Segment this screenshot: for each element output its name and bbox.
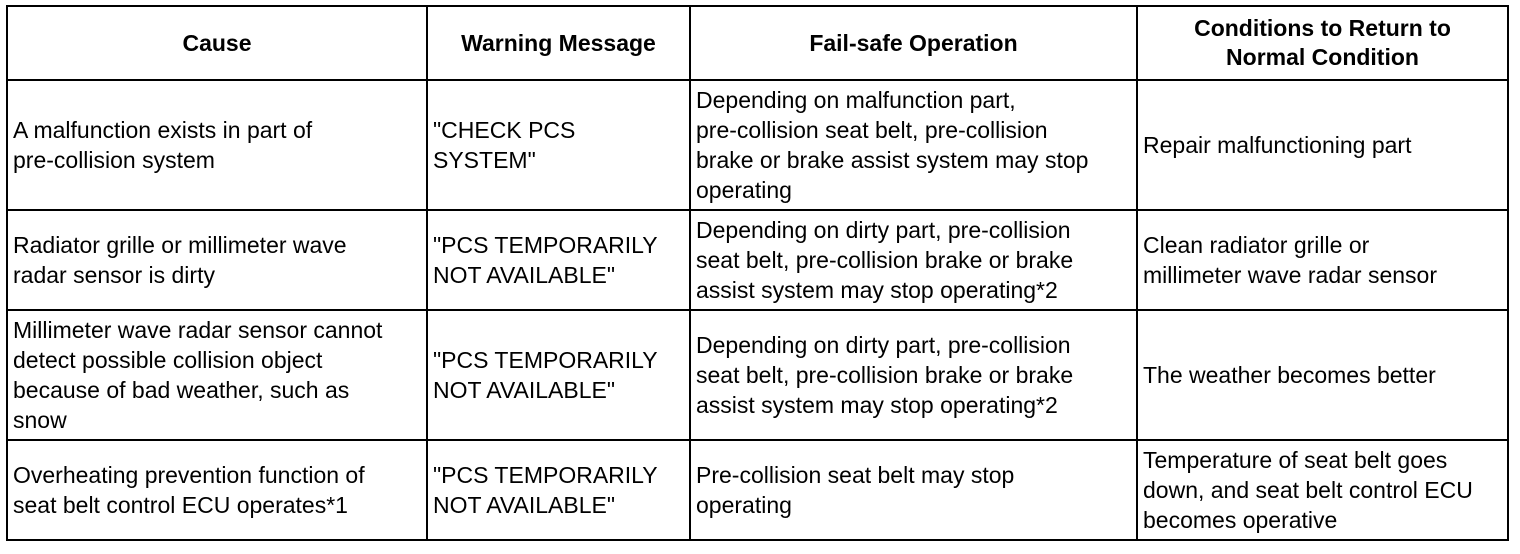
pcs-failsafe-table bbox=[6, 5, 1509, 541]
cell-return-conditions: The weather becomes better bbox=[1137, 310, 1508, 440]
table-row bbox=[7, 310, 1508, 440]
table-row bbox=[7, 210, 1508, 310]
header-row bbox=[7, 6, 1508, 80]
cell-failsafe-operation: Depending on dirty part, pre-collision seat belt, pre-collision brake or brake assist system may stop operating*2 bbox=[690, 310, 1137, 440]
cell-failsafe-operation: Depending on dirty part, pre-collision seat belt, pre-collision brake or brake assist system may stop operating*2 bbox=[690, 210, 1137, 310]
header-failsafe-operation: Fail-safe Operation bbox=[690, 6, 1137, 80]
cell-cause: A malfunction exists in part of pre-collision system bbox=[7, 80, 427, 210]
header-return-conditions: Conditions to Return to Normal Condition bbox=[1137, 6, 1508, 80]
cell-warning-message: "PCS TEMPORARILY NOT AVAILABLE" bbox=[427, 310, 690, 440]
cell-cause: Overheating prevention function of seat belt control ECU operates*1 bbox=[7, 440, 427, 540]
table-body bbox=[7, 80, 1508, 540]
cell-cause: Radiator grille or millimeter wave radar sensor is dirty bbox=[7, 210, 427, 310]
cell-return-conditions: Clean radiator grille or millimeter wave radar sensor bbox=[1137, 210, 1508, 310]
header-cause: Cause bbox=[7, 6, 427, 80]
cell-return-conditions: Temperature of seat belt goes down, and seat belt control ECU becomes operative bbox=[1137, 440, 1508, 540]
cell-warning-message: "PCS TEMPORARILY NOT AVAILABLE" bbox=[427, 440, 690, 540]
table-row bbox=[7, 80, 1508, 210]
cell-failsafe-operation: Pre-collision seat belt may stop operating bbox=[690, 440, 1137, 540]
header-warning-message: Warning Message bbox=[427, 6, 690, 80]
cell-warning-message: "CHECK PCS SYSTEM" bbox=[427, 80, 690, 210]
cell-return-conditions: Repair malfunctioning part bbox=[1137, 80, 1508, 210]
cell-warning-message: "PCS TEMPORARILY NOT AVAILABLE" bbox=[427, 210, 690, 310]
table-header bbox=[7, 6, 1508, 80]
cell-cause: Millimeter wave radar sensor cannot detect possible collision object because of bad weather, such as snow bbox=[7, 310, 427, 440]
cell-failsafe-operation: Depending on malfunction part, pre-collision seat belt, pre-collision brake or brake assist system may stop operating bbox=[690, 80, 1137, 210]
table-row bbox=[7, 440, 1508, 540]
